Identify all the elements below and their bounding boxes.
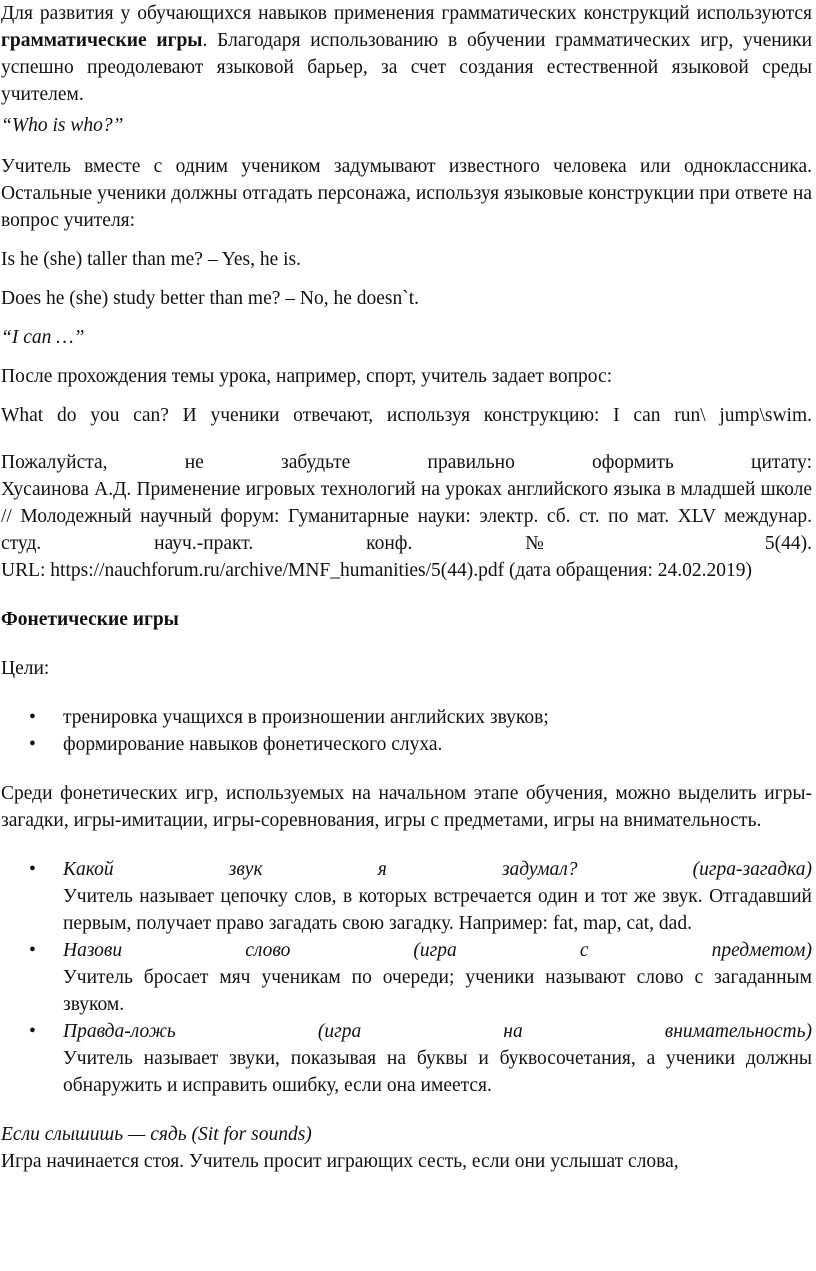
goals-label: Цели: xyxy=(1,658,50,679)
phonetic-summary: Среди фонетических игр, используемых на начальном этапе обучения, можно выделить игры-загадки, игры-имитации, игры-соревнования, игры с предметами, игры на внимательность. xyxy=(1,783,812,831)
list-item xyxy=(1,937,812,1018)
list-item xyxy=(1,856,812,937)
intro-text-start: Для развития у обучающихся навыков применения грамматических конструкций используются xyxy=(1,3,812,24)
game-title: Правда-ложь (игра на внимательность) xyxy=(63,1021,812,1042)
game-title: Назови слово (игра с предметом) xyxy=(63,940,812,961)
sit-game-description: Игра начинается стоя. Учитель просит играющих сесть, если они услышат слова, xyxy=(1,1151,679,1172)
goal-text: формирование навыков фонетического слуха. xyxy=(63,734,443,755)
citation-notice: Пожалуйста, не забудьте правильно оформить цитату: xyxy=(1,452,812,473)
bullet-icon: • xyxy=(29,1021,36,1042)
bullet-icon: • xyxy=(29,734,36,755)
sit-game-title: Если слышишь — сядь (Sit for sounds) xyxy=(1,1124,312,1145)
game-who-example-2: Does he (she) study better than me? – No, he doesn`t. xyxy=(1,288,420,309)
game-title: Какой звук я задумал? (игра-загадка) xyxy=(63,859,812,880)
game-description: Учитель бросает мяч ученикам по очереди; ученики называют слово с загаданным звуком. xyxy=(63,967,812,1015)
list-item xyxy=(1,704,812,731)
citation-block xyxy=(1,449,812,584)
intro-paragraph xyxy=(1,0,812,108)
game-ican-example: What do you can? И ученики отвечают, используя конструкцию: I can run\ jump\swim. xyxy=(1,405,812,426)
game-who-description: Учитель вместе с одним учеником задумывают известного человека или одноклассника. Остальные ученики должны отгадать персонажа, используя языковые конструкции при ответе на вопрос учителя: xyxy=(1,156,812,231)
list-item xyxy=(1,1018,812,1099)
goals-list xyxy=(1,704,812,758)
citation-url-line: URL: https://nauchforum.ru/archive/MNF_humanities/5(44).pdf (дата обращения: 24.02.2019) xyxy=(1,560,752,581)
list-item xyxy=(1,731,812,758)
intro-text-end: . Благодаря использованию в обучении грамматических игр, ученики успешно преодолевают языковой барьер, за счет создания естественной языковой среды учителем. xyxy=(1,30,813,105)
game-ican-title: “I can …” xyxy=(1,327,85,348)
game-who-example-1: Is he (she) taller than me? – Yes, he is. xyxy=(1,249,302,270)
phonetic-games-list xyxy=(1,856,812,1099)
game-who-title: “Who is who?” xyxy=(1,115,124,136)
game-description: Учитель называет цепочку слов, в которых встречается один и тот же звук. Отгадавший первым, получает право загадать свою загадку. Например: fat, map, cat, dad. xyxy=(63,886,812,934)
citation-reference: Хусаинова А.Д. Применение игровых технологий на уроках английского языка в младшей школе // Молодежный научный форум: Гуманитарные науки: электр. сб. ст. по мат. XLV междунар. студ. науч.-практ. конф. № 5(44). xyxy=(1,479,812,554)
intro-bold-term: грамматические игры xyxy=(1,30,203,51)
bullet-icon: • xyxy=(29,859,36,880)
bullet-icon: • xyxy=(29,707,36,728)
bullet-icon: • xyxy=(29,940,36,961)
phonetic-heading: Фонетические игры xyxy=(1,609,179,630)
game-description: Учитель называет звуки, показывая на буквы и буквосочетания, а ученики должны обнаружить и исправить ошибку, если она имеется. xyxy=(63,1048,812,1096)
goal-text: тренировка учащихся в произношении английских звуков; xyxy=(63,707,549,728)
game-ican-description: После прохождения темы урока, например, спорт, учитель задает вопрос: xyxy=(1,366,613,387)
